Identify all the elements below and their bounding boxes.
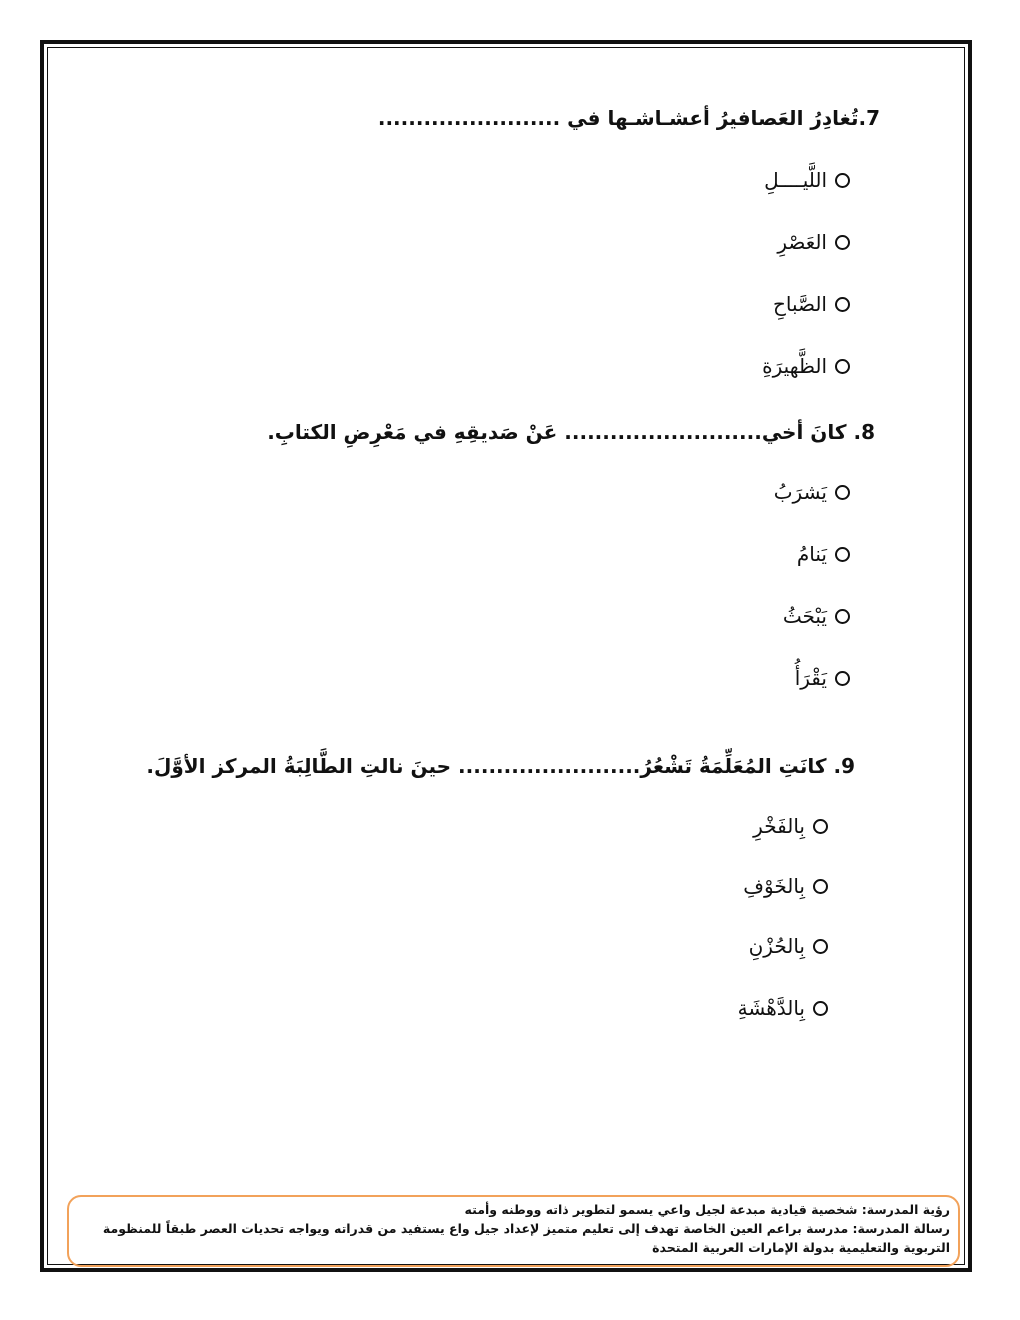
radio-icon[interactable] (813, 1001, 828, 1016)
option-label: الظَّهيرَةِ (762, 354, 827, 378)
option-label: يَشرَبُ (773, 480, 827, 504)
option-label: بِالدَّهْشَةِ (737, 996, 805, 1020)
option-q7-d[interactable] (762, 354, 850, 378)
radio-icon[interactable] (835, 671, 850, 686)
option-label: بِالخَوْفِ (743, 874, 805, 898)
school-footer (67, 1195, 960, 1267)
radio-icon[interactable] (835, 235, 850, 250)
option-q7-c[interactable] (773, 292, 850, 316)
radio-icon[interactable] (835, 547, 850, 562)
option-label: الصَّباحِ (772, 292, 827, 316)
option-label: العَصْرِ (777, 230, 827, 254)
school-mission: رسالة المدرسة: مدرسة براعم العين الخاصة تهدف إلى تعليم متميز لإعداد جيل واع يستفيد من قدراته ويواجه تحديات العصر طبقاً للمنظومة التربوية والتعليمية بدولة الإمارات العربية المتحدة (102, 1221, 950, 1255)
option-label: اللَّيــــلِ (764, 168, 827, 192)
option-q8-c[interactable] (783, 604, 850, 628)
radio-icon[interactable] (813, 879, 828, 894)
radio-icon[interactable] (835, 297, 850, 312)
radio-icon[interactable] (813, 819, 828, 834)
option-q9-a[interactable] (753, 814, 828, 838)
option-q9-d[interactable] (738, 996, 828, 1020)
option-label: بِالفَخْرِ (753, 814, 805, 838)
option-q9-b[interactable] (743, 874, 828, 898)
radio-icon[interactable] (835, 609, 850, 624)
radio-icon[interactable] (835, 485, 850, 500)
question-9: 9. كانَتِ المُعَلِّمَةُ تَشْعُرُ........................ حينَ نالتِ الطَّالِبَةُ المركز الأوَّلَ. (146, 754, 855, 778)
school-vision: رؤية المدرسة: شخصية قيادية مبدعة لجيل واعي يسمو لتطوير ذاته ووطنه وأمته (464, 1202, 950, 1217)
option-label: يَبْحَثُ (782, 604, 827, 628)
option-label: بِالحُزْنِ (748, 934, 805, 958)
option-q8-d[interactable] (795, 666, 850, 690)
option-q7-a[interactable] (764, 168, 850, 192)
option-q7-b[interactable] (777, 230, 850, 254)
option-label: يَقْرَأُ (794, 666, 827, 690)
question-7: 7.تُغادِرُ العَصافيرُ أعشـاشـها في ........................ (377, 106, 880, 130)
radio-icon[interactable] (813, 939, 828, 954)
option-label: يَنامُ (796, 542, 827, 566)
radio-icon[interactable] (835, 359, 850, 374)
option-q9-c[interactable] (749, 934, 828, 958)
option-q8-a[interactable] (774, 480, 850, 504)
radio-icon[interactable] (835, 173, 850, 188)
question-8: 8. كانَ أخي.......................... عَنْ صَديقِهِ في مَعْرِضِ الكتابِ. (267, 420, 875, 444)
option-q8-b[interactable] (797, 542, 850, 566)
